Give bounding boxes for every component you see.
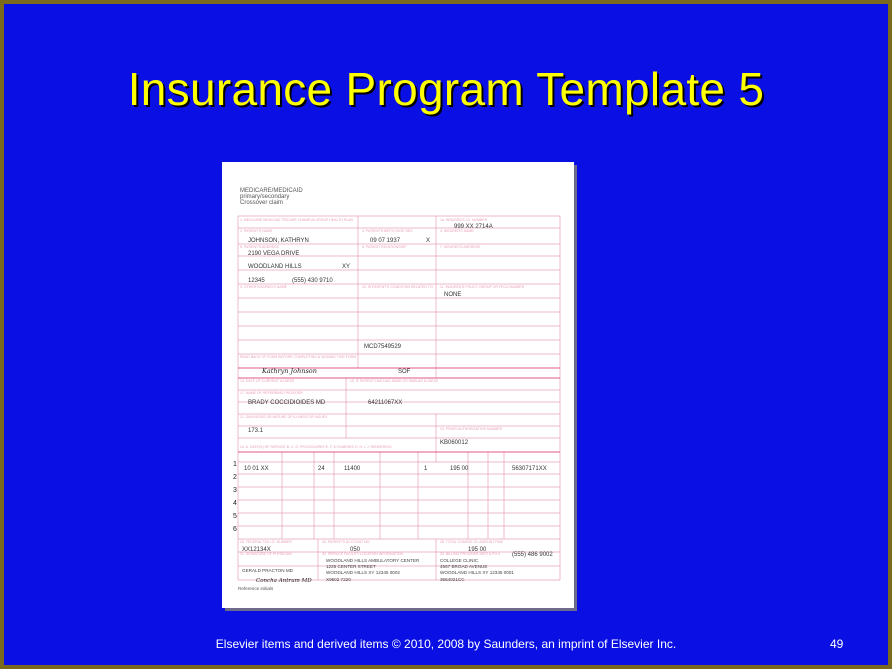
svg-text:1: 1	[424, 466, 428, 472]
svg-text:050: 050	[350, 547, 361, 553]
svg-text:primary/secondary: primary/secondary	[240, 194, 290, 200]
svg-text:KB060012: KB060012	[440, 440, 469, 446]
svg-text:999 XX 2714A: 999 XX 2714A	[454, 224, 493, 230]
svg-text:10. IS PATIENT'S CONDITION REL: 10. IS PATIENT'S CONDITION RELATED TO:	[362, 285, 434, 289]
service-line-number: 6	[233, 526, 237, 533]
svg-text:(555) 486 9002: (555) 486 9002	[512, 552, 553, 558]
page-number: 49	[830, 637, 844, 651]
svg-text:11. INSURED'S POLICY GROUP OR: 11. INSURED'S POLICY GROUP OR FECA NUMBER	[440, 285, 525, 289]
svg-text:173.1: 173.1	[248, 428, 264, 434]
svg-text:10 01 XX: 10 01 XX	[244, 466, 269, 472]
svg-text:7. INSURED'S ADDRESS: 7. INSURED'S ADDRESS	[440, 245, 481, 249]
svg-text:24. A. DATE(S) OF SERVICE B: 24. A. DATE(S) OF SERVICE B. C. D. PROCEDURES E. F. $ CHARGES G. H. I. J. RENDERING	[240, 445, 392, 449]
claim-form-image	[222, 162, 574, 608]
service-line-number: 3	[233, 487, 237, 494]
svg-text:2190 VEGA DRIVE: 2190 VEGA DRIVE	[248, 251, 300, 257]
form-grid	[238, 216, 560, 580]
slide-footer: Elsevier items and derived items © 2010, 2008 by Saunders, an imprint of Elsevier Inc.	[215, 637, 677, 651]
svg-text:25. FEDERAL TAX I.D. NUMBER: 25. FEDERAL TAX I.D. NUMBER	[240, 540, 292, 544]
svg-text:31. SIGNATURE OF PHYSICIAN: 31. SIGNATURE OF PHYSICIAN	[240, 552, 292, 556]
svg-text:GERALD PRACTON MD: GERALD PRACTON MD	[242, 568, 293, 573]
svg-text:21. DIAGNOSIS OR NATURE OF ILL: 21. DIAGNOSIS OR NATURE OF ILLNESS OR INJURY	[240, 415, 328, 419]
svg-text:3. PATIENT'S BIRTH DATE SEX: 3. PATIENT'S BIRTH DATE SEX	[362, 229, 413, 233]
service-line-number: 2	[233, 474, 237, 481]
svg-text:4. INSURED'S NAME: 4. INSURED'S NAME	[440, 229, 474, 233]
svg-text:9. OTHER INSURED'S NAME: 9. OTHER INSURED'S NAME	[240, 285, 287, 289]
svg-text:23. PRIOR AUTHORIZATION NUMBER: 23. PRIOR AUTHORIZATION NUMBER	[440, 427, 503, 431]
service-line-numbers	[233, 461, 237, 533]
svg-text:15. IF PATIENT HAS HAD SAME OR: 15. IF PATIENT HAS HAD SAME OR SIMILAR ILLNESS	[350, 379, 439, 383]
svg-text:12345: 12345	[248, 278, 265, 284]
service-line-number: 1	[233, 461, 237, 468]
svg-text:6. PATIENT RELATIONSHIP: 6. PATIENT RELATIONSHIP	[362, 245, 407, 249]
svg-text:COLLEGE CLINIC: COLLEGE CLINIC	[440, 558, 479, 563]
svg-text:5. PATIENT'S ADDRESS: 5. PATIENT'S ADDRESS	[240, 245, 279, 249]
svg-text:READ BACK OF FORM BEFORE COMPL: READ BACK OF FORM BEFORE COMPLETING & SIGNING THIS FORM	[240, 355, 357, 359]
service-line-number: 4	[233, 500, 237, 507]
svg-text:33. BILLING PROVIDER INFO & PH: 33. BILLING PROVIDER INFO & PH #	[440, 552, 500, 556]
svg-text:09 07 1937: 09 07 1937	[370, 238, 401, 244]
svg-text:56307171XX: 56307171XX	[512, 466, 547, 472]
svg-text:WOODLAND HILLS: WOODLAND HILLS	[248, 264, 302, 270]
svg-text:WOODLAND HILLS XY 12345 0002: WOODLAND HILLS XY 12345 0002	[326, 570, 400, 575]
svg-text:SOF: SOF	[398, 369, 411, 375]
claim-form-drawing	[222, 162, 574, 608]
form-header-line: Crossover claim	[240, 200, 284, 206]
svg-text:WOODLAND HILLS AMBULATORY CENT: WOODLAND HILLS AMBULATORY CENTER	[326, 558, 420, 563]
svg-text:195 00: 195 00	[468, 547, 487, 553]
svg-text:XX12134X: XX12134X	[242, 547, 271, 553]
svg-text:2. PATIENT'S NAME: 2. PATIENT'S NAME	[240, 229, 273, 233]
svg-text:195 00: 195 00	[450, 466, 469, 472]
svg-text:(555) 430 9710: (555) 430 9710	[292, 278, 333, 284]
svg-text:X: X	[426, 238, 431, 244]
svg-text:JOHNSON, KATHRYN: JOHNSON, KATHRYN	[248, 238, 309, 244]
svg-text:11400: 11400	[344, 466, 361, 472]
form-footer-note: Reference initials	[238, 586, 274, 591]
svg-text:4567 BROAD AVENUE: 4567 BROAD AVENUE	[440, 564, 488, 569]
physician-signature: Concha Antrum MD	[256, 578, 312, 584]
svg-text:1a. INSURED'S I.D. NUMBER: 1a. INSURED'S I.D. NUMBER	[440, 218, 488, 222]
slide	[4, 4, 888, 665]
svg-text:X9502 7220: X9502 7220	[326, 577, 351, 582]
svg-text:28. TOTAL CHARGE 29. AMOUNT P: 28. TOTAL CHARGE 29. AMOUNT PAID	[440, 540, 504, 544]
svg-text:64211067XX: 64211067XX	[368, 400, 403, 406]
slide-title: Insurance Program Template 5	[127, 63, 765, 115]
svg-text:24: 24	[318, 466, 325, 472]
svg-text:14. DATE OF CURRENT ILLNESS: 14. DATE OF CURRENT ILLNESS	[240, 379, 295, 383]
svg-text:1. MEDICARE MEDICAID TRICARE: 1. MEDICARE MEDICAID TRICARE CHAMPVA GROUP HEALTH PLAN	[240, 218, 353, 222]
svg-text:XY: XY	[342, 264, 351, 270]
svg-text:17. NAME OF REFERRING PROVIDER: 17. NAME OF REFERRING PROVIDER	[240, 391, 303, 395]
svg-text:NONE: NONE	[444, 292, 462, 298]
service-line-number: 5	[233, 513, 237, 520]
svg-text:3664021CC: 3664021CC	[440, 577, 465, 582]
svg-text:26. PATIENT'S ACCOUNT NO.: 26. PATIENT'S ACCOUNT NO.	[322, 540, 371, 544]
svg-text:WOODLAND HILLS XY 12345 0001: WOODLAND HILLS XY 12345 0001	[440, 570, 514, 575]
form-header-line: MEDICARE/MEDICAID	[240, 188, 303, 194]
patient-signature: Kathryn Johnson	[262, 367, 317, 375]
svg-text:MCD7549529: MCD7549529	[364, 344, 402, 350]
svg-text:BRADY COCCIDIOIDES MD: BRADY COCCIDIOIDES MD	[248, 400, 326, 406]
svg-text:1225 CENTER STREET: 1225 CENTER STREET	[326, 564, 376, 569]
svg-text:32. SERVICE FACILITY LOCATION: 32. SERVICE FACILITY LOCATION INFORMATION	[322, 552, 404, 556]
